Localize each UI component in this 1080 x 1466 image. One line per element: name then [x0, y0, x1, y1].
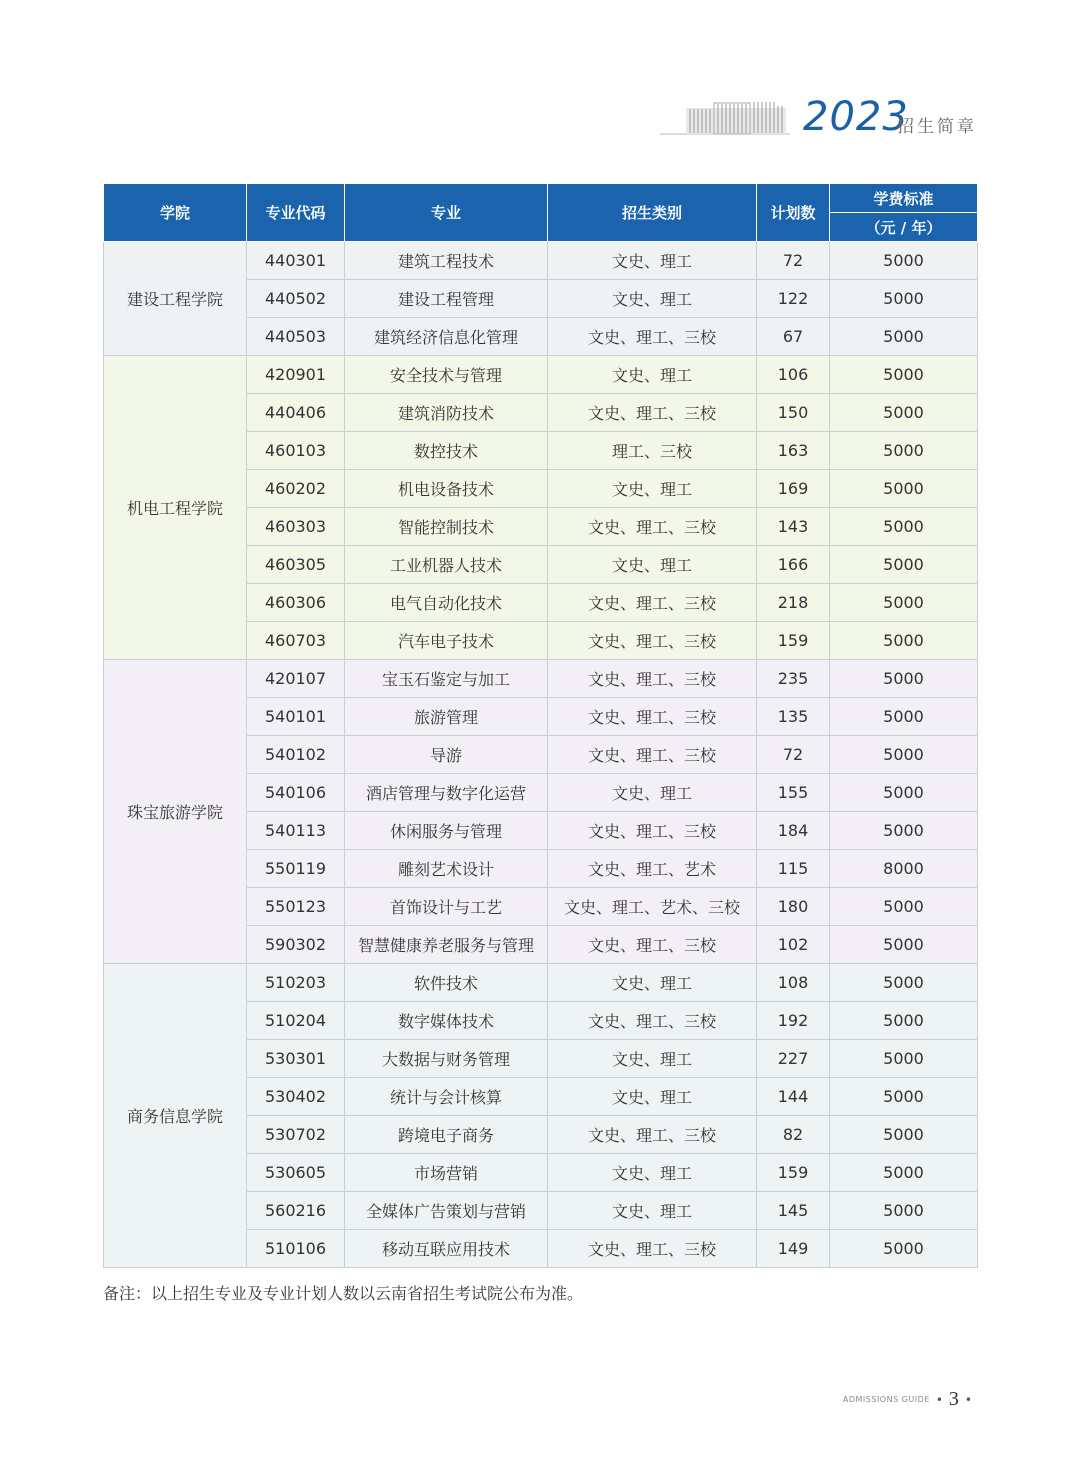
header-plan: 计划数	[757, 184, 830, 242]
major-cell: 软件技术	[345, 964, 548, 1002]
fee-cell: 5000	[830, 242, 978, 280]
college-cell: 建设工程学院	[104, 242, 247, 356]
fee-cell: 5000	[830, 280, 978, 318]
footer-dot: •	[935, 1392, 943, 1407]
plan-cell: 102	[757, 926, 830, 964]
header-code: 专业代码	[247, 184, 345, 242]
category-cell: 文史、理工	[548, 242, 757, 280]
category-cell: 文史、理工、三校	[548, 1116, 757, 1154]
fee-cell: 5000	[830, 1116, 978, 1154]
table-header-row	[104, 184, 978, 213]
major-cell: 工业机器人技术	[345, 546, 548, 584]
category-cell: 文史、理工、三校	[548, 1230, 757, 1268]
plan-cell: 155	[757, 774, 830, 812]
fee-cell: 5000	[830, 394, 978, 432]
fee-cell: 5000	[830, 926, 978, 964]
fee-cell: 5000	[830, 432, 978, 470]
major-cell: 雕刻艺术设计	[345, 850, 548, 888]
category-cell: 文史、理工	[548, 356, 757, 394]
major-cell: 酒店管理与数字化运营	[345, 774, 548, 812]
building-illustration	[660, 100, 790, 136]
code-cell: 440406	[247, 394, 345, 432]
category-cell: 文史、理工	[548, 280, 757, 318]
fee-cell: 5000	[830, 546, 978, 584]
category-cell: 理工、三校	[548, 432, 757, 470]
plan-cell: 115	[757, 850, 830, 888]
code-cell: 460306	[247, 584, 345, 622]
category-cell: 文史、理工、三校	[548, 508, 757, 546]
major-cell: 旅游管理	[345, 698, 548, 736]
fee-cell: 5000	[830, 774, 978, 812]
category-cell: 文史、理工	[548, 1040, 757, 1078]
header-year: 2023	[803, 94, 909, 140]
plan-cell: 159	[757, 1154, 830, 1192]
category-cell: 文史、理工、三校	[548, 698, 757, 736]
plan-cell: 122	[757, 280, 830, 318]
table-row	[104, 660, 978, 698]
fee-cell: 5000	[830, 1154, 978, 1192]
fee-cell: 5000	[830, 888, 978, 926]
header-category: 招生类别	[548, 184, 757, 242]
major-cell: 智能控制技术	[345, 508, 548, 546]
major-cell: 建筑经济信息化管理	[345, 318, 548, 356]
plan-cell: 144	[757, 1078, 830, 1116]
category-cell: 文史、理工、三校	[548, 926, 757, 964]
college-cell: 商务信息学院	[104, 964, 247, 1268]
fee-cell: 5000	[830, 660, 978, 698]
fee-cell: 5000	[830, 470, 978, 508]
code-cell: 460202	[247, 470, 345, 508]
plan-cell: 106	[757, 356, 830, 394]
major-cell: 安全技术与管理	[345, 356, 548, 394]
major-cell: 统计与会计核算	[345, 1078, 548, 1116]
code-cell: 540113	[247, 812, 345, 850]
code-cell: 530402	[247, 1078, 345, 1116]
major-cell: 数控技术	[345, 432, 548, 470]
major-cell: 休闲服务与管理	[345, 812, 548, 850]
major-cell: 建设工程管理	[345, 280, 548, 318]
plan-cell: 135	[757, 698, 830, 736]
fee-cell: 5000	[830, 508, 978, 546]
category-cell: 文史、理工、三校	[548, 736, 757, 774]
plan-cell: 82	[757, 1116, 830, 1154]
major-cell: 全媒体广告策划与营销	[345, 1192, 548, 1230]
table-row	[104, 964, 978, 1002]
code-cell: 460103	[247, 432, 345, 470]
plan-cell: 163	[757, 432, 830, 470]
major-cell: 市场营销	[345, 1154, 548, 1192]
code-cell: 440301	[247, 242, 345, 280]
code-cell: 550119	[247, 850, 345, 888]
header-major: 专业	[345, 184, 548, 242]
code-cell: 550123	[247, 888, 345, 926]
major-cell: 建筑消防技术	[345, 394, 548, 432]
fee-cell: 5000	[830, 1040, 978, 1078]
fee-cell: 5000	[830, 318, 978, 356]
major-cell: 首饰设计与工艺	[345, 888, 548, 926]
plan-cell: 235	[757, 660, 830, 698]
fee-cell: 5000	[830, 1078, 978, 1116]
code-cell: 530605	[247, 1154, 345, 1192]
plan-cell: 72	[757, 242, 830, 280]
category-cell: 文史、理工、三校	[548, 394, 757, 432]
category-cell: 文史、理工	[548, 546, 757, 584]
major-cell: 汽车电子技术	[345, 622, 548, 660]
code-cell: 420107	[247, 660, 345, 698]
category-cell: 文史、理工	[548, 774, 757, 812]
category-cell: 文史、理工、三校	[548, 318, 757, 356]
code-cell: 540102	[247, 736, 345, 774]
category-cell: 文史、理工、三校	[548, 622, 757, 660]
table-row	[104, 356, 978, 394]
major-cell: 智慧健康养老服务与管理	[345, 926, 548, 964]
major-cell: 电气自动化技术	[345, 584, 548, 622]
fee-cell: 5000	[830, 736, 978, 774]
major-cell: 宝玉石鉴定与加工	[345, 660, 548, 698]
plan-cell: 72	[757, 736, 830, 774]
table-row	[104, 242, 978, 280]
plan-cell: 159	[757, 622, 830, 660]
footer-dot: •	[964, 1392, 972, 1407]
college-cell: 珠宝旅游学院	[104, 660, 247, 964]
category-cell: 文史、理工、三校	[548, 584, 757, 622]
fee-cell: 5000	[830, 356, 978, 394]
code-cell: 420901	[247, 356, 345, 394]
footer-guide-label: ADMISSIONS GUIDE	[842, 1395, 930, 1404]
plan-cell: 150	[757, 394, 830, 432]
plan-cell: 149	[757, 1230, 830, 1268]
code-cell: 460305	[247, 546, 345, 584]
code-cell: 530301	[247, 1040, 345, 1078]
category-cell: 文史、理工	[548, 1078, 757, 1116]
college-cell: 机电工程学院	[104, 356, 247, 660]
code-cell: 460303	[247, 508, 345, 546]
category-cell: 文史、理工	[548, 470, 757, 508]
admissions-table	[103, 183, 978, 1268]
code-cell: 540101	[247, 698, 345, 736]
category-cell: 文史、理工	[548, 1192, 757, 1230]
category-cell: 文史、理工、三校	[548, 812, 757, 850]
plan-cell: 169	[757, 470, 830, 508]
code-cell: 510203	[247, 964, 345, 1002]
header-title: 招生简章	[897, 117, 977, 137]
code-cell: 510106	[247, 1230, 345, 1268]
header-fee: 学费标准	[830, 184, 978, 213]
code-cell: 590302	[247, 926, 345, 964]
fee-cell: 5000	[830, 584, 978, 622]
category-cell: 文史、理工、三校	[548, 660, 757, 698]
category-cell: 文史、理工、三校	[548, 1002, 757, 1040]
header-fee-unit: （元 / 年）	[830, 213, 978, 242]
fee-cell: 8000	[830, 850, 978, 888]
fee-cell: 5000	[830, 964, 978, 1002]
plan-cell: 108	[757, 964, 830, 1002]
code-cell: 510204	[247, 1002, 345, 1040]
code-cell: 530702	[247, 1116, 345, 1154]
major-cell: 机电设备技术	[345, 470, 548, 508]
category-cell: 文史、理工、艺术、三校	[548, 888, 757, 926]
major-cell: 移动互联应用技术	[345, 1230, 548, 1268]
plan-cell: 218	[757, 584, 830, 622]
category-cell: 文史、理工	[548, 1154, 757, 1192]
major-cell: 导游	[345, 736, 548, 774]
category-cell: 文史、理工、艺术	[548, 850, 757, 888]
header-college: 学院	[104, 184, 247, 242]
code-cell: 440503	[247, 318, 345, 356]
plan-cell: 166	[757, 546, 830, 584]
code-cell: 560216	[247, 1192, 345, 1230]
major-cell: 数字媒体技术	[345, 1002, 548, 1040]
fee-cell: 5000	[830, 1230, 978, 1268]
major-cell: 跨境电子商务	[345, 1116, 548, 1154]
page-footer	[843, 1388, 972, 1411]
fee-cell: 5000	[830, 812, 978, 850]
fee-cell: 5000	[830, 698, 978, 736]
code-cell: 540106	[247, 774, 345, 812]
footnote: 备注：以上招生专业及专业计划人数以云南省招生考试院公布为准。	[103, 1284, 584, 1303]
page-number: 3	[948, 1388, 959, 1410]
plan-cell: 143	[757, 508, 830, 546]
fee-cell: 5000	[830, 1002, 978, 1040]
category-cell: 文史、理工	[548, 964, 757, 1002]
major-cell: 建筑工程技术	[345, 242, 548, 280]
fee-cell: 5000	[830, 622, 978, 660]
plan-cell: 180	[757, 888, 830, 926]
plan-cell: 67	[757, 318, 830, 356]
code-cell: 460703	[247, 622, 345, 660]
plan-cell: 227	[757, 1040, 830, 1078]
fee-cell: 5000	[830, 1192, 978, 1230]
major-cell: 大数据与财务管理	[345, 1040, 548, 1078]
plan-cell: 192	[757, 1002, 830, 1040]
code-cell: 440502	[247, 280, 345, 318]
plan-cell: 184	[757, 812, 830, 850]
plan-cell: 145	[757, 1192, 830, 1230]
